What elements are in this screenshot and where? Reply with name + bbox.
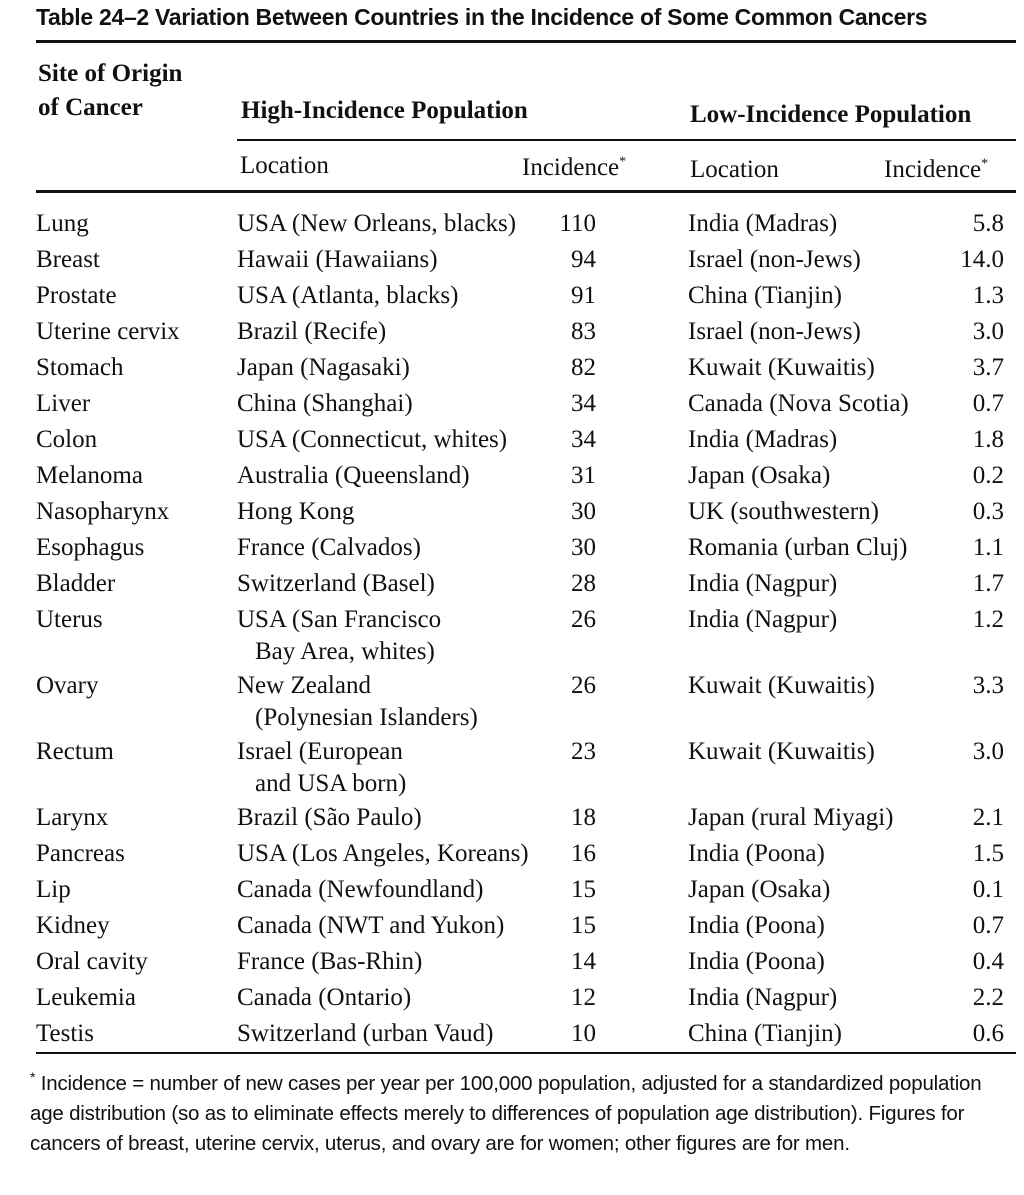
low-incidence-cell: 1.3 <box>972 282 1004 309</box>
high-incidence-cell: 23 <box>571 738 596 765</box>
high-incidence-cell: 15 <box>571 912 596 939</box>
low-location-cell: Kuwait (Kuwaitis) <box>688 354 875 381</box>
site-cell: Bladder <box>36 570 116 597</box>
low-incidence-header: Low-Incidence Population <box>690 101 972 128</box>
low-location-cell: India (Poona) <box>688 912 825 939</box>
low-incidence-cell: 1.8 <box>972 426 1004 453</box>
site-cell: Esophagus <box>36 534 145 561</box>
low-location-cell: Kuwait (Kuwaitis) <box>688 672 875 699</box>
low-location-cell: Japan (Osaka) <box>688 876 831 903</box>
low-incidence-cell: 14.0 <box>960 246 1004 273</box>
high-location-cell: Brazil (Recife) <box>237 318 387 345</box>
high-location-cell: Hawaii (Hawaiians) <box>237 246 438 273</box>
low-incidence-cell: 0.4 <box>972 948 1004 975</box>
site-cell: Uterine cervix <box>36 318 180 345</box>
high-incidence-cell: 91 <box>571 282 596 309</box>
high-incidence-cell: 15 <box>571 876 596 903</box>
high-incidence-cell: 34 <box>571 426 596 453</box>
site-cell: Larynx <box>36 804 109 831</box>
low-incidence-cell: 0.7 <box>972 390 1004 417</box>
low-incidence-cell: 0.7 <box>972 912 1004 939</box>
low-location-cell: India (Madras) <box>688 426 838 453</box>
low-incidence-cell: 2.2 <box>972 984 1004 1011</box>
site-cell: Rectum <box>36 738 114 765</box>
high-incidence-cell: 16 <box>571 840 596 867</box>
low-location-cell: India (Nagpur) <box>688 570 838 597</box>
low-incidence-cell: 3.7 <box>972 354 1004 381</box>
bottom-rule <box>36 1052 1016 1054</box>
high-location-cell: Japan (Nagasaki) <box>237 354 410 381</box>
title-rule <box>36 40 1016 43</box>
high-location-cell: Canada (Newfoundland) <box>237 876 484 903</box>
site-cell: Melanoma <box>36 462 143 489</box>
footnote <box>30 1062 1012 1159</box>
high-incidence-cell: 31 <box>571 462 596 489</box>
site-cell: Liver <box>36 390 91 417</box>
low-location-cell: India (Poona) <box>688 948 825 975</box>
high-incidence-cell: 10 <box>571 1020 596 1047</box>
site-cell: Stomach <box>36 354 124 381</box>
high-incidence-header: High-Incidence Population <box>241 97 528 124</box>
high-location-cell: USA (New Orleans, blacks) <box>237 210 517 237</box>
low-location-cell: Kuwait (Kuwaitis) <box>688 738 875 765</box>
low-location-cell: China (Tianjin) <box>688 1020 842 1047</box>
site-header-line2: of Cancer <box>38 94 143 121</box>
low-location-cell: Romania (urban Cluj) <box>688 534 908 561</box>
high-incidence-cell: 30 <box>571 498 596 525</box>
high-incidence-cell: 110 <box>559 210 596 237</box>
low-location-cell: India (Nagpur) <box>688 984 838 1011</box>
low-location-cell: UK (southwestern) <box>688 498 879 525</box>
high-location-cell: Australia (Queensland) <box>237 462 470 489</box>
high-incidence-cell: 83 <box>571 318 596 345</box>
header-rule <box>36 190 1016 193</box>
high-location-cell: Brazil (São Paulo) <box>237 804 422 831</box>
site-cell: Lip <box>36 876 71 903</box>
site-header-line1: Site of Origin <box>38 60 183 87</box>
high-incidence-cell: 18 <box>571 804 596 831</box>
low-incidence-cell: 3.3 <box>972 672 1004 699</box>
low-location-cell: Israel (non-Jews) <box>688 246 861 273</box>
high-location-cell: USA (Los Angeles, Koreans) <box>237 840 529 867</box>
high-incidence-header-col: Incidence* <box>522 154 627 181</box>
high-location-cell: Canada (Ontario) <box>237 984 412 1011</box>
high-incidence-cell: 34 <box>571 390 596 417</box>
low-location-cell: Canada (Nova Scotia) <box>688 390 909 417</box>
site-cell: Nasopharynx <box>36 498 170 525</box>
high-location-cell-continued: Bay Area, whites) <box>255 638 435 665</box>
site-cell: Testis <box>36 1020 94 1047</box>
site-cell: Leukemia <box>36 984 136 1011</box>
low-location-cell: India (Madras) <box>688 210 838 237</box>
high-location-cell: New Zealand <box>237 672 371 699</box>
high-location-header: Location <box>240 152 329 179</box>
high-incidence-cell: 12 <box>571 984 596 1011</box>
low-location-cell: China (Tianjin) <box>688 282 842 309</box>
low-incidence-cell: 1.1 <box>972 534 1004 561</box>
high-incidence-cell: 26 <box>571 672 596 699</box>
site-cell: Pancreas <box>36 840 125 867</box>
high-location-cell: Israel (European <box>237 738 403 765</box>
site-cell: Ovary <box>36 672 99 699</box>
high-location-cell: France (Calvados) <box>237 534 421 561</box>
low-incidence-cell: 0.6 <box>972 1020 1004 1047</box>
low-location-header: Location <box>690 156 779 183</box>
low-incidence-cell: 2.1 <box>972 804 1004 831</box>
site-cell: Uterus <box>36 606 103 633</box>
high-incidence-cell: 30 <box>571 534 596 561</box>
high-location-cell-continued: (Polynesian Islanders) <box>255 704 478 731</box>
low-incidence-cell: 0.2 <box>972 462 1004 489</box>
low-incidence-cell: 1.2 <box>972 606 1004 633</box>
site-cell: Breast <box>36 246 100 273</box>
high-location-cell-continued: and USA born) <box>255 770 407 797</box>
high-incidence-cell: 82 <box>571 354 596 381</box>
low-location-cell: Japan (Osaka) <box>688 462 831 489</box>
high-location-cell: Switzerland (urban Vaud) <box>237 1020 494 1047</box>
high-incidence-cell: 14 <box>571 948 596 975</box>
high-incidence-cell: 94 <box>571 246 596 273</box>
group-header-rule <box>237 139 1016 141</box>
low-incidence-cell: 0.1 <box>972 876 1004 903</box>
high-location-cell: France (Bas-Rhin) <box>237 948 423 975</box>
high-location-cell: USA (San Francisco <box>237 606 442 633</box>
low-incidence-cell: 3.0 <box>972 318 1004 345</box>
table-title: Table 24–2 Variation Between Countries in the Incidence of Some Common Cancers <box>36 4 928 30</box>
high-location-cell: USA (Connecticut, whites) <box>237 426 508 453</box>
high-location-cell: Hong Kong <box>237 498 355 525</box>
footnote-text: Incidence = number of new cases per year per 100,000 population, adjusted for a standardized population age distribution (so as to eliminate effects merely to differences of population age distribution). Figures for cancers of breast, uterine cervix, uterus, and ovary are for women; other figures are for men. <box>30 1071 982 1155</box>
low-location-cell: India (Poona) <box>688 840 825 867</box>
high-incidence-cell: 28 <box>571 570 596 597</box>
site-cell: Oral cavity <box>36 948 148 975</box>
low-incidence-cell: 1.5 <box>972 840 1004 867</box>
high-location-cell: Switzerland (Basel) <box>237 570 435 597</box>
low-incidence-cell: 5.8 <box>972 210 1004 237</box>
high-incidence-cell: 26 <box>571 606 596 633</box>
low-incidence-cell: 0.3 <box>972 498 1004 525</box>
high-location-cell: USA (Atlanta, blacks) <box>237 282 459 309</box>
site-cell: Prostate <box>36 282 117 309</box>
low-location-cell: India (Nagpur) <box>688 606 838 633</box>
footnote-marker: * <box>30 1069 36 1085</box>
low-location-cell: Japan (rural Miyagi) <box>688 804 894 831</box>
low-incidence-header-col: Incidence* <box>884 156 989 183</box>
site-cell: Kidney <box>36 912 110 939</box>
low-incidence-cell: 1.7 <box>972 570 1004 597</box>
site-cell: Lung <box>36 210 89 237</box>
high-location-cell: China (Shanghai) <box>237 390 413 417</box>
site-cell: Colon <box>36 426 98 453</box>
high-location-cell: Canada (NWT and Yukon) <box>237 912 505 939</box>
low-location-cell: Israel (non-Jews) <box>688 318 861 345</box>
low-incidence-cell: 3.0 <box>972 738 1004 765</box>
